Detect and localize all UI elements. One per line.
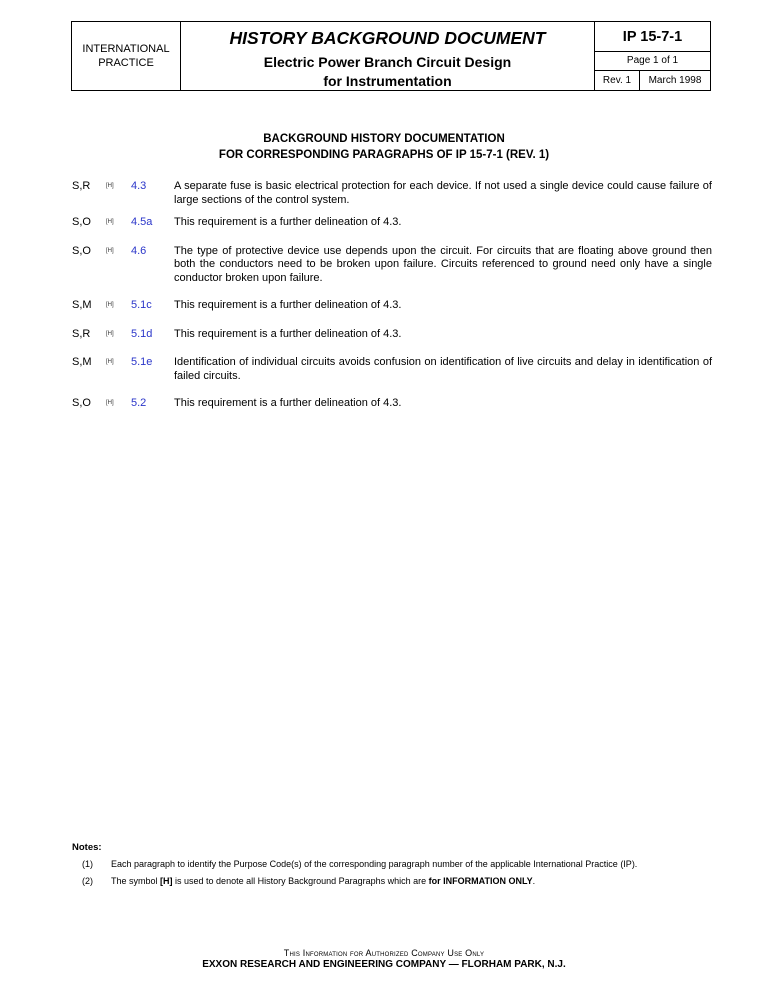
- revision-date: March 1998: [648, 75, 702, 86]
- entry-text: This requirement is a further delineation of 4.3.: [174, 216, 402, 228]
- purpose-code: S,R: [72, 180, 91, 192]
- paragraph-link[interactable]: 5.2: [131, 397, 147, 409]
- purpose-code: S,O: [72, 216, 91, 228]
- history-entry: [72, 397, 712, 411]
- note-text-suffix: .: [532, 876, 536, 886]
- information-only-label: for INFORMATION ONLY: [428, 876, 533, 886]
- practice-type-line2: PRACTICE: [98, 57, 154, 69]
- revision-label: Rev. 1: [595, 71, 640, 90]
- header-subtitle-line1: Electric Power Branch Circuit Design: [263, 54, 512, 70]
- page-number: Page 1 of 1: [595, 52, 710, 71]
- note-text-prefix: The symbol: [111, 876, 161, 886]
- history-marker: [H]: [106, 400, 114, 406]
- practice-type-cell: [72, 22, 181, 90]
- history-entry: [72, 356, 712, 383]
- document-code: IP 15-7-1: [595, 22, 710, 52]
- history-entry: [72, 245, 712, 286]
- notes-label: Notes:: [72, 842, 102, 853]
- entry-text: Identification of individual circuits avoids confusion on identification of live circuits and delay in identification of failed circuits.: [174, 356, 712, 382]
- revision-row: [595, 71, 710, 90]
- footer-notice: This Information for Authorized Company Use Only: [283, 948, 485, 958]
- notes-section: [72, 842, 712, 892]
- page-footer: [0, 947, 768, 971]
- document-header: [71, 21, 711, 91]
- entry-text: A separate fuse is basic electrical protection for each device. If not used a single device could cause failure of large sections of the control system.: [174, 180, 712, 206]
- paragraph-link[interactable]: 5.1e: [131, 356, 153, 368]
- history-marker: [H]: [106, 359, 114, 365]
- history-marker: [H]: [106, 219, 114, 225]
- header-title: HISTORY BACKGROUND DOCUMENT: [229, 28, 546, 48]
- history-marker: [H]: [106, 302, 114, 308]
- history-entries: [72, 180, 712, 411]
- note-text: Each paragraph to identify the Purpose Code(s) of the corresponding paragraph number of the applicable International Practice (IP).: [111, 859, 638, 869]
- practice-type-line1: INTERNATIONAL: [82, 43, 170, 55]
- purpose-code: S,R: [72, 327, 91, 340]
- history-marker: [H]: [106, 183, 114, 189]
- purpose-code: S,M: [72, 299, 92, 311]
- purpose-code: S,M: [72, 356, 92, 368]
- note-text: [111, 875, 535, 888]
- paragraph-link[interactable]: 4.6: [131, 244, 147, 257]
- footer-company: EXXON RESEARCH AND ENGINEERING COMPANY — FLORHAM PARK, N.J.: [202, 959, 566, 970]
- paragraph-link[interactable]: 4.5a: [131, 216, 153, 228]
- note-number: (2): [82, 876, 93, 886]
- entry-text: This requirement is a further delineation of 4.3.: [174, 327, 402, 340]
- history-marker: [H]: [106, 330, 114, 337]
- paragraph-link[interactable]: 5.1c: [131, 299, 152, 311]
- paragraph-link[interactable]: 5.1d: [131, 327, 153, 340]
- paragraph-link[interactable]: 4.3: [131, 180, 147, 192]
- history-entry: [72, 299, 712, 313]
- header-subtitle-line2: for Instrumentation: [323, 73, 452, 89]
- document-info-cell: [595, 22, 710, 90]
- history-symbol: [H]: [160, 876, 173, 886]
- title-cell: [181, 22, 595, 90]
- document-title-line2: FOR CORRESPONDING PARAGRAPHS OF IP 15-7-1 (REV. 1): [218, 148, 550, 161]
- entry-text: This requirement is a further delineation of 4.3.: [174, 397, 402, 409]
- purpose-code: S,O: [72, 244, 91, 257]
- history-entry: [72, 328, 712, 342]
- note-number: (1): [82, 859, 93, 869]
- purpose-code: S,O: [72, 397, 91, 409]
- note-item: [72, 858, 712, 875]
- history-entry: [72, 216, 712, 230]
- note-item: [72, 875, 712, 892]
- entry-text: The type of protective device use depends upon the circuit. For circuits that are floating above ground then both the conductors need to be broken upon failure. Circuits referenced to ground need only have a single conductor broken upon failure.: [174, 244, 712, 284]
- history-entry: [72, 180, 712, 207]
- history-marker: [H]: [106, 247, 114, 254]
- document-title: [0, 132, 768, 163]
- entry-text: This requirement is a further delineation of 4.3.: [174, 299, 402, 311]
- note-text-middle: is used to denote all History Background Paragraphs which are: [172, 876, 429, 886]
- document-title-line1: BACKGROUND HISTORY DOCUMENTATION: [263, 133, 505, 145]
